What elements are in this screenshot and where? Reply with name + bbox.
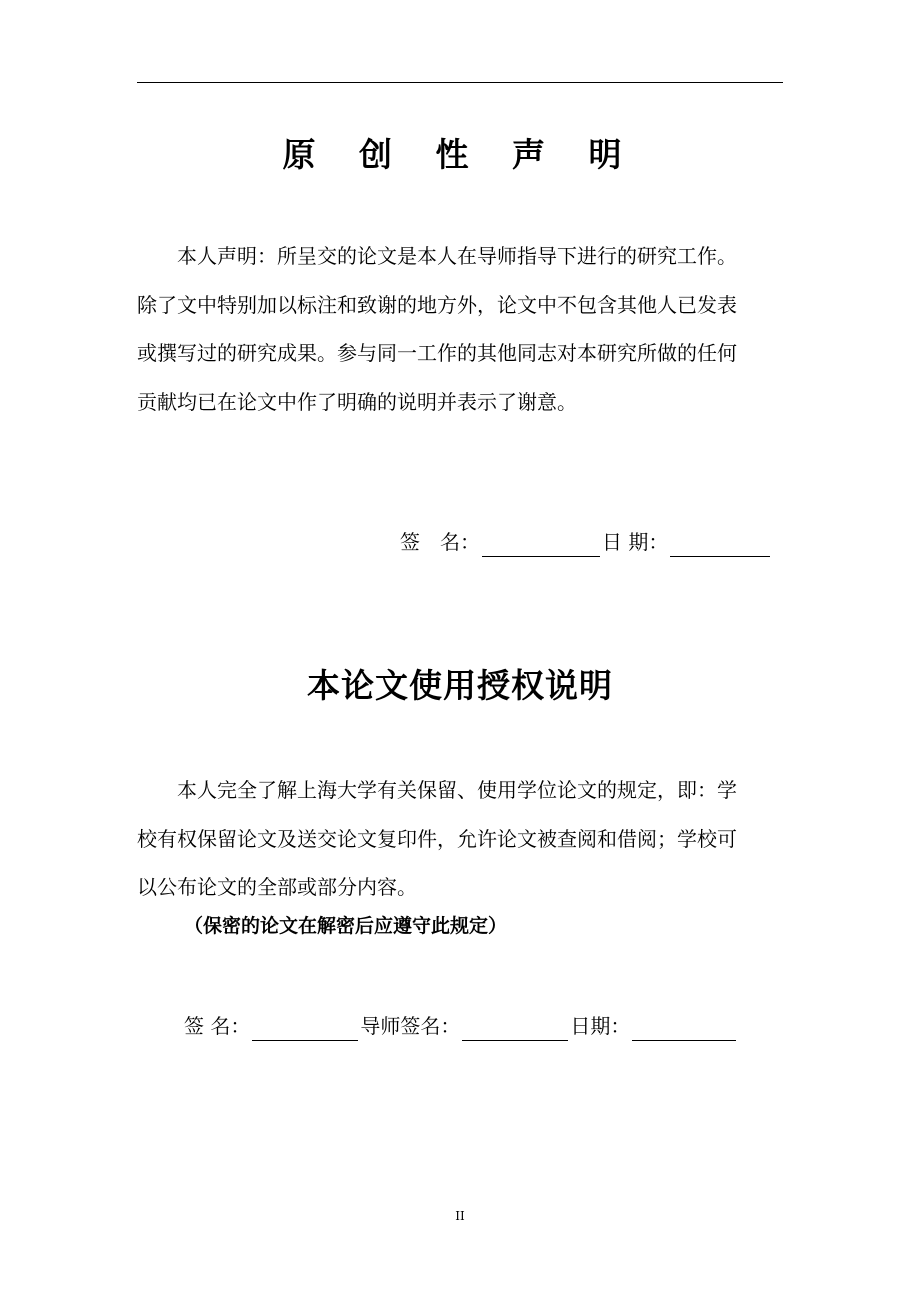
statement-line: 除了文中特别加以标注和致谢的地方外，论文中不包含其他人已发表 — [137, 292, 737, 317]
confidentiality-note: （保密的论文在解密后应遵守此规定） — [184, 915, 508, 937]
date-label: 日 期： — [602, 530, 669, 554]
authorization-title: 本论文使用授权说明 — [307, 666, 613, 705]
advisor-signature-label: 导师签名： — [360, 1014, 461, 1038]
originality-statement — [137, 232, 783, 426]
statement-line: 贡献均已在论文中作了明确的说明并表示了谢意。 — [137, 389, 577, 414]
date-blank[interactable] — [632, 1018, 736, 1041]
statement-line: 或撰写过的研究成果。参与同一工作的其他同志对本研究所做的任何 — [137, 341, 737, 365]
statement-line: 以公布论文的全部或部分内容。 — [137, 875, 417, 899]
signature-blank[interactable] — [482, 534, 600, 557]
page-number: II — [455, 1209, 465, 1223]
header-rule — [137, 82, 783, 83]
originality-title: 原 创 性 声 明 — [282, 135, 638, 174]
signature-blank[interactable] — [252, 1018, 358, 1041]
statement-line: 校有权保留论文及送交论文复印件，允许论文被查阅和借阅；学校可 — [137, 826, 737, 851]
statement-line: 本人声明：所呈交的论文是本人在导师指导下进行的研究工作。 — [137, 244, 737, 268]
originality-signature-row — [400, 527, 772, 557]
authorization-statement — [137, 766, 783, 912]
advisor-signature-blank[interactable] — [462, 1018, 568, 1041]
statement-line: 本人完全了解上海大学有关保留、使用学位论文的规定，即：学 — [137, 778, 737, 802]
signature-label: 签 名： — [184, 1014, 251, 1038]
authorization-signature-row — [184, 1011, 738, 1041]
signature-label: 签 名： — [400, 530, 480, 554]
date-label: 日期： — [570, 1014, 631, 1038]
date-blank[interactable] — [670, 534, 770, 557]
